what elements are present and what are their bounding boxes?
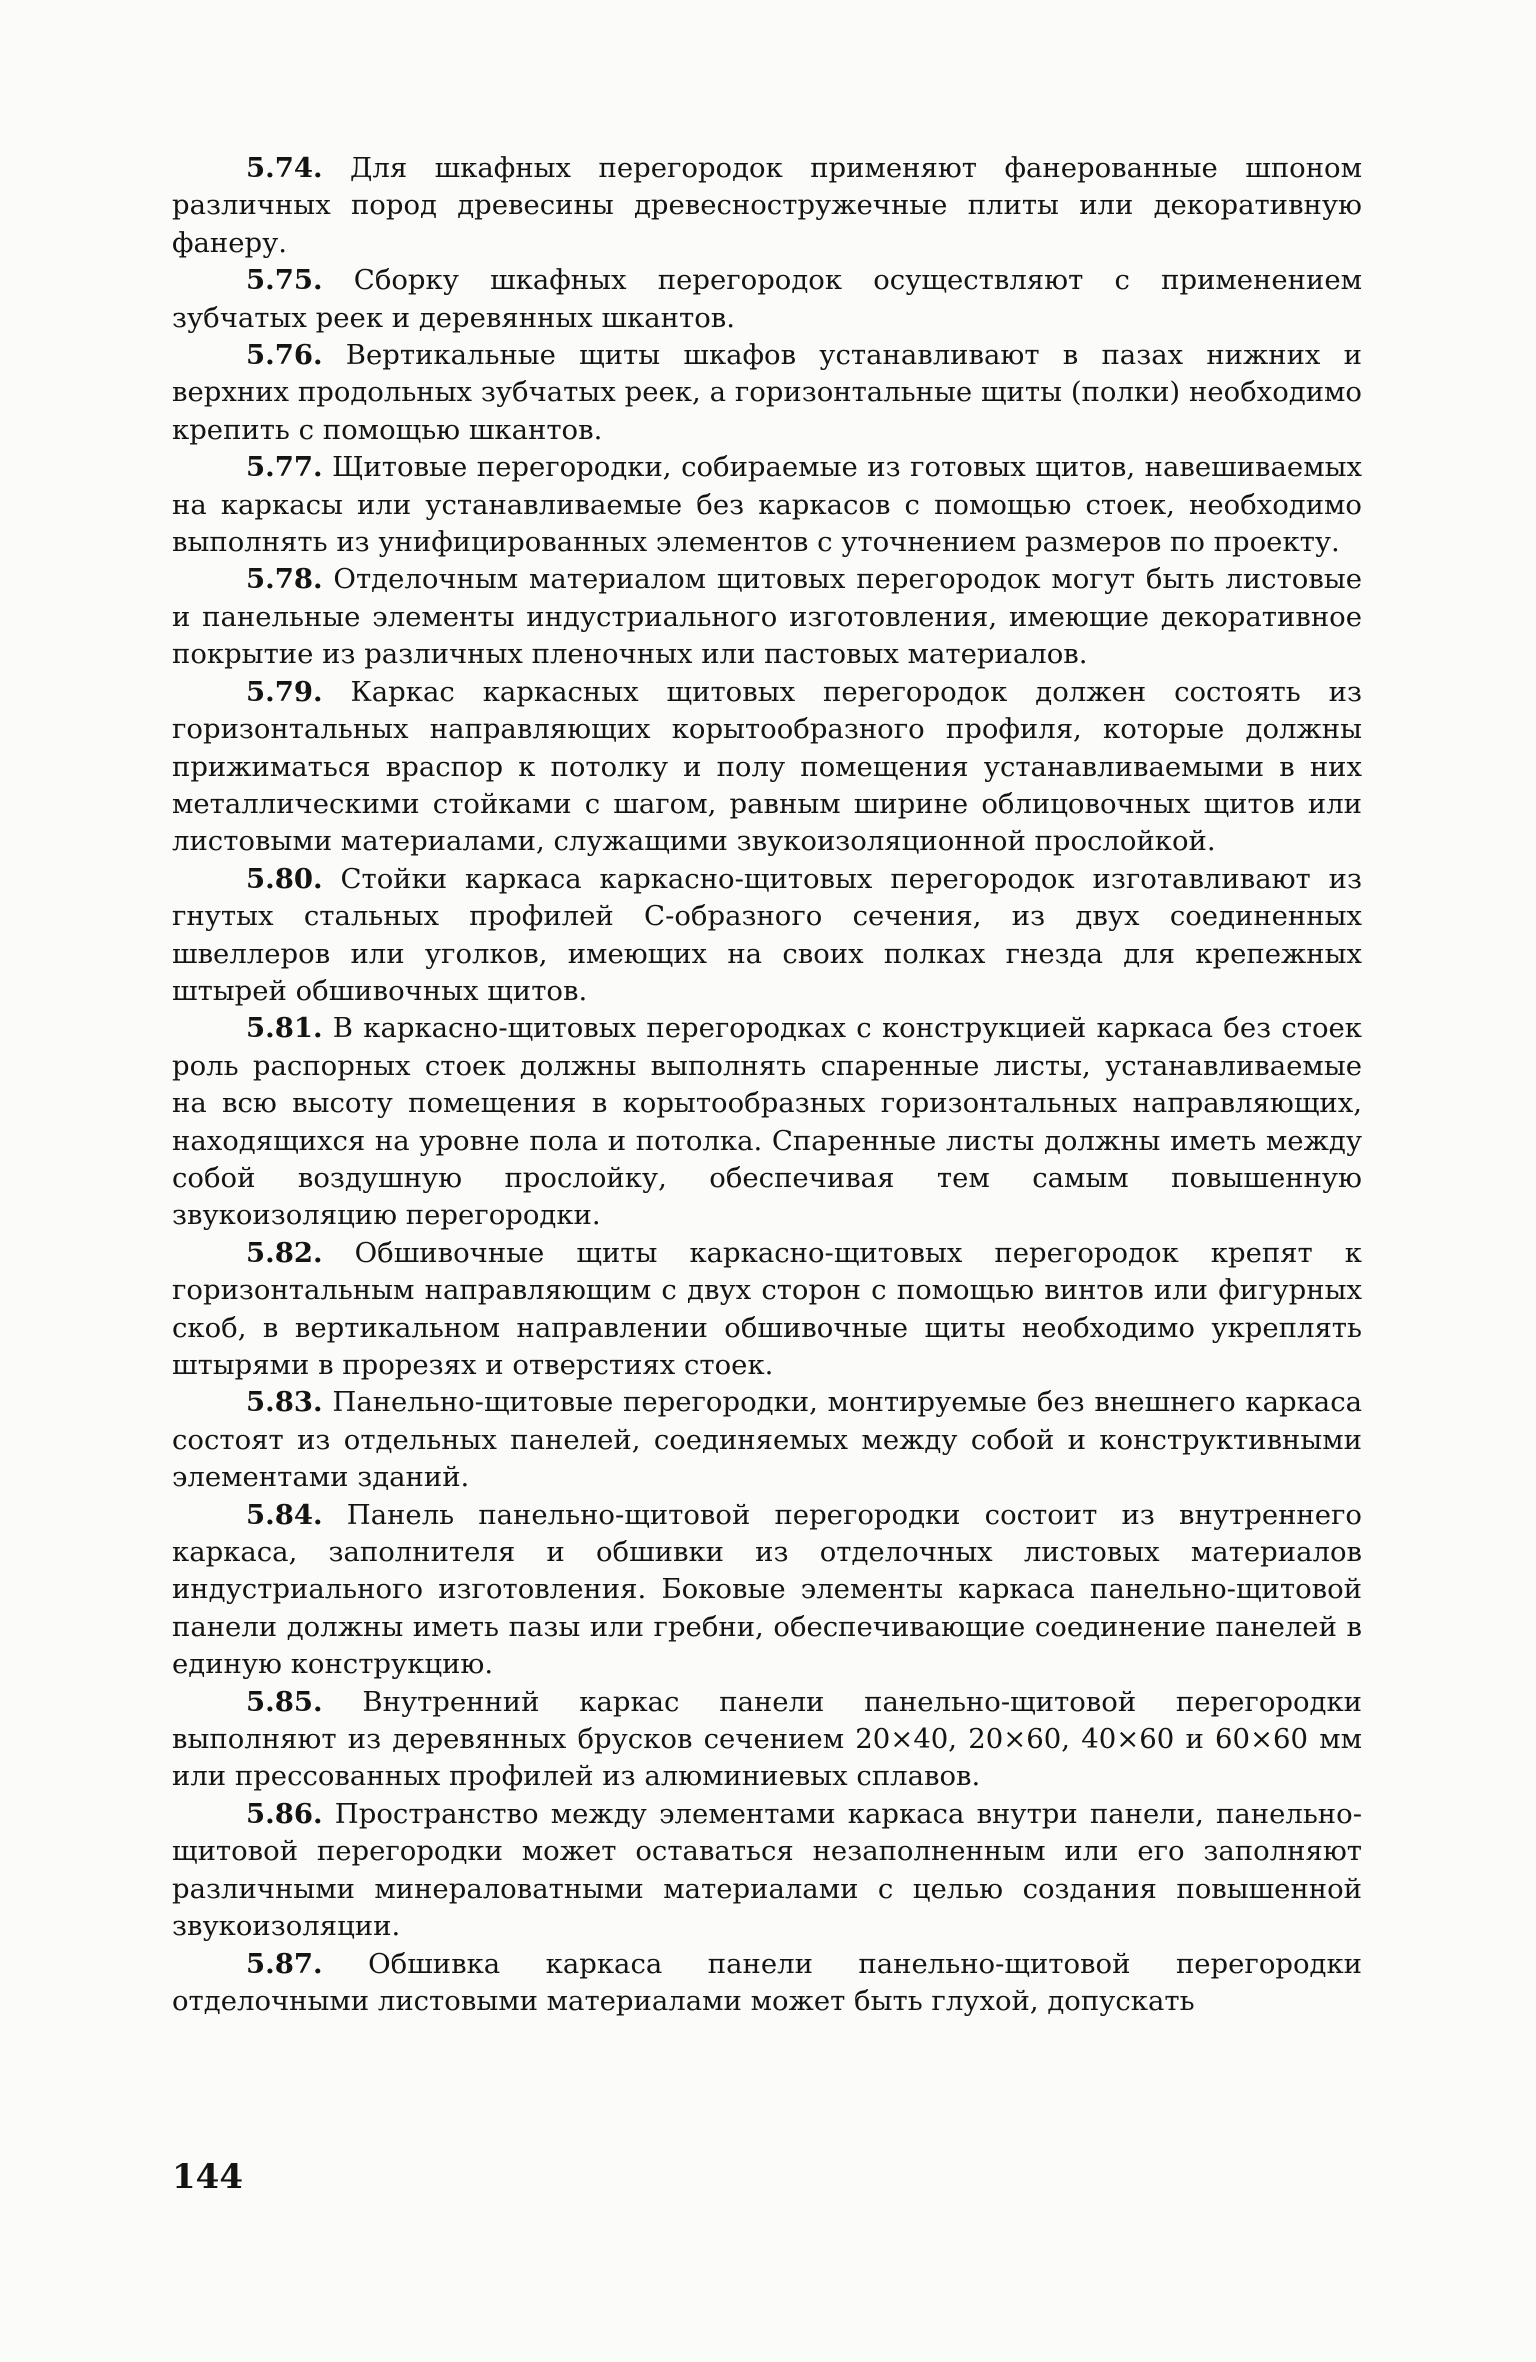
paragraph-5-86 [172, 1796, 1362, 1946]
clause-number: 5.85. [246, 1685, 323, 1718]
paragraph-5-79 [172, 674, 1362, 861]
clause-text: Обшивочные щиты каркасно-щитовых перегородок крепят к горизонтальным направляющим с двух сторон с помощью винтов или фигурных скоб, в вертикальном направлении обшивочные щиты необходимо укреплять штырями в прорезях и отверстиях стоек. [172, 1236, 1362, 1381]
clause-text: Сборку шкафных перегородок осуществляют с применением зубчатых реек и деревянных шкантов. [172, 264, 1362, 334]
clause-number: 5.78. [246, 563, 323, 596]
paragraph-5-81 [172, 1010, 1362, 1234]
paragraph-5-80 [172, 861, 1362, 1011]
clause-number: 5.82. [246, 1236, 323, 1269]
paragraph-5-74 [172, 150, 1362, 262]
clause-number: 5.74. [246, 152, 323, 184]
paragraph-5-76 [172, 337, 1362, 449]
paragraph-5-75 [172, 262, 1362, 337]
clause-text: Панель панельно-щитовой перегородки состоит из внутреннего каркаса, заполнителя и обшивки из отделочных листовых материалов индустриального изготовления. Боковые элементы каркаса панельно-щитовой панели должны иметь пазы или гребни, обеспечивающие соединение панелей в единую конструкцию. [172, 1498, 1362, 1681]
paragraph-5-83 [172, 1384, 1362, 1496]
paragraph-5-82 [172, 1235, 1362, 1385]
clause-text: Каркас каркасных щитовых перегородок должен состоять из горизонтальных направляющих корытообразного профиля, которые должны прижиматься враспор к потолку и полу помещения устанавливаемыми в них металлическими стойками с шагом, равным ширине облицовочных щитов или листовыми материалами, служащими звукоизоляционной прослойкой. [172, 675, 1362, 858]
page-number: 144 [172, 2157, 243, 2197]
clause-text: Панельно-щитовые перегородки, монтируемые без внешнего каркаса состоят из отдельных панелей, соединяемых между собой и конструктивными элементами зданий. [172, 1386, 1362, 1494]
clause-number: 5.75. [246, 264, 323, 297]
clause-text: Для шкафных перегородок применяют фанерованные шпоном различных пород древесины древесностружечные плиты или декоративную фанеру. [172, 152, 1362, 259]
paragraph-5-77 [172, 449, 1362, 561]
clause-number: 5.87. [246, 1947, 323, 1980]
clause-text: Щитовые перегородки, собираемые из готовых щитов, навешиваемых на каркасы или устанавливаемые без каркасов с помощью стоек, необходимо выполнять из унифицированных элементов с уточнением размеров по проекту. [172, 451, 1362, 559]
clause-number: 5.81. [246, 1012, 323, 1045]
clause-text: Отделочным материалом щитовых перегородок могут быть листовые и панельные элементы индустриального изготовления, имеющие декоративное покрытие из различных пленочных или пастовых материалов. [172, 563, 1362, 671]
body-text [172, 150, 1362, 2020]
clause-text: Пространство между элементами каркаса внутри панели, панельно-щитовой перегородки может оставаться незаполненным или его заполняют различными минераловатными материалами с целью создания повышенной звукоизоляции. [172, 1797, 1362, 1943]
clause-number: 5.79. [246, 675, 323, 708]
clause-number: 5.84. [246, 1498, 323, 1531]
clause-number: 5.80. [246, 862, 323, 895]
clause-number: 5.86. [246, 1797, 323, 1830]
clause-number: 5.77. [246, 451, 323, 484]
clause-text: Обшивка каркаса панели панельно-щитовой перегородки отделочными листовыми материалами может быть глухой, допускать [172, 1947, 1362, 2017]
clause-number: 5.83. [246, 1386, 323, 1419]
paragraph-5-87 [172, 1946, 1362, 2021]
clause-text: В каркасно-щитовых перегородках с конструкцией каркаса без стоек роль распорных стоек должны выполнять спаренные листы, устанавливаемые на всю высоту помещения в корытообразных горизонтальных направляющих, находящихся на уровне пола и потолка. Спаренные листы должны иметь между собой воздушную прослойку, обеспечивая тем самым повышенную звукоизоляцию перегородки. [172, 1012, 1362, 1232]
clause-text: Вертикальные щиты шкафов устанавливают в пазах нижних и верхних продольных зубчатых реек, а горизонтальные щиты (полки) необходимо крепить с помощью шкантов. [172, 339, 1362, 446]
clause-number: 5.76. [246, 339, 323, 372]
paragraph-5-85 [172, 1684, 1362, 1796]
clause-text: Внутренний каркас панели панельно-щитовой перегородки выполняют из деревянных брусков сечением 20×40, 20×60, 40×60 и 60×60 мм или прессованных профилей из алюминиевых сплавов. [172, 1685, 1362, 1793]
clause-text: Стойки каркаса каркасно-щитовых перегородок изготавливают из гнутых стальных профилей С-образного сечения, из двух соединенных швеллеров или уголков, имеющих на своих полках гнезда для крепежных штырей обшивочных щитов. [172, 862, 1362, 1007]
paragraph-5-78 [172, 561, 1362, 673]
paragraph-5-84 [172, 1497, 1362, 1684]
